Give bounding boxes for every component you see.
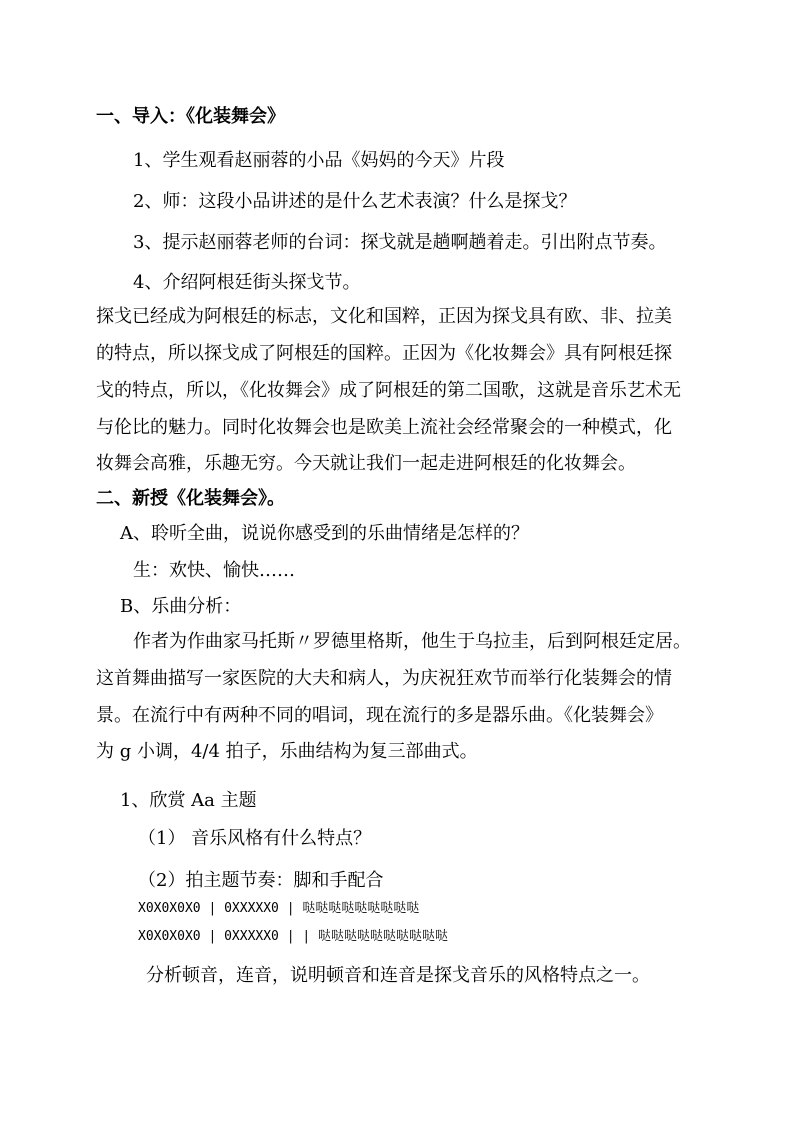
- subsection-1-title: 1、欣赏 Aa 主题: [120, 790, 257, 811]
- student-answer: 生：欢快、愉快……: [133, 560, 295, 581]
- intro-paragraph-line-1: 探戈已经成为阿根廷的标志，文化和国粹，正因为探戈具有欧、非、拉美: [96, 306, 672, 327]
- section2-heading: 二、新授《化装舞会》。: [96, 488, 285, 509]
- intro-paragraph-line-2: 的特点，所以探戈成了阿根廷的国粹。正因为《化妆舞会》具有阿根廷探: [96, 343, 672, 364]
- analysis-line-4: 为 g 小调，4/4 拍子，乐曲结构为复三部曲式。: [96, 741, 478, 762]
- analysis-line-3: 景。在流行中有两种不同的唱词，现在流行的多是器乐曲。《化装舞会》: [96, 705, 663, 726]
- section1-heading: 一、导入：《化装舞会》: [96, 106, 285, 127]
- intro-paragraph-line-5: 妆舞会高雅，乐趣无穷。今天就让我们一起走进阿根廷的化妆舞会。: [96, 453, 636, 474]
- rhythm-line-2: X0X0X0X0 | 0XXXXX0 | | 哒哒哒哒哒哒哒哒哒哒: [138, 929, 449, 944]
- section1-item-4: 4、介绍阿根廷街头探戈节。: [133, 272, 361, 293]
- item-a: A、聆听全曲，说说你感受到的乐曲情绪是怎样的？: [120, 523, 529, 544]
- question-2: （2）拍主题节奏：脚和手配合: [138, 870, 384, 891]
- analysis-line-1: 作者为作曲家马托斯〃罗德里格斯，他生于乌拉圭，后到阿根廷定居。: [133, 631, 691, 652]
- closing-note: 分析顿音，连音，说明顿音和连音是探戈音乐的风格特点之一。: [146, 965, 650, 986]
- analysis-line-2: 这首舞曲描写一家医院的大夫和病人，为庆祝狂欢节而举行化装舞会的情: [96, 668, 672, 689]
- rhythm-line-1: X0X0X0X0 | 0XXXXX0 | 哒哒哒哒哒哒哒哒哒: [138, 901, 420, 916]
- section1-item-1: 1、学生观看赵丽蓉的小品《妈妈的今天》片段: [133, 150, 505, 171]
- item-b: B、乐曲分析：: [120, 596, 242, 617]
- question-1: （1） 音乐风格有什么特点？: [138, 828, 372, 849]
- intro-paragraph-line-4: 与伦比的魅力。同时化妆舞会也是欧美上流社会经常聚会的一种模式，化: [96, 417, 672, 438]
- intro-paragraph-line-3: 戈的特点，所以，《化妆舞会》成了阿根廷的第二国歌，这就是音乐艺术无: [96, 380, 681, 401]
- section1-item-3: 3、提示赵丽蓉老师的台词：探戈就是趟啊趟着走。引出附点节奏。: [133, 232, 667, 253]
- section1-item-2: 2、师：这段小品讲述的是什么艺术表演？什么是探戈？: [133, 191, 577, 212]
